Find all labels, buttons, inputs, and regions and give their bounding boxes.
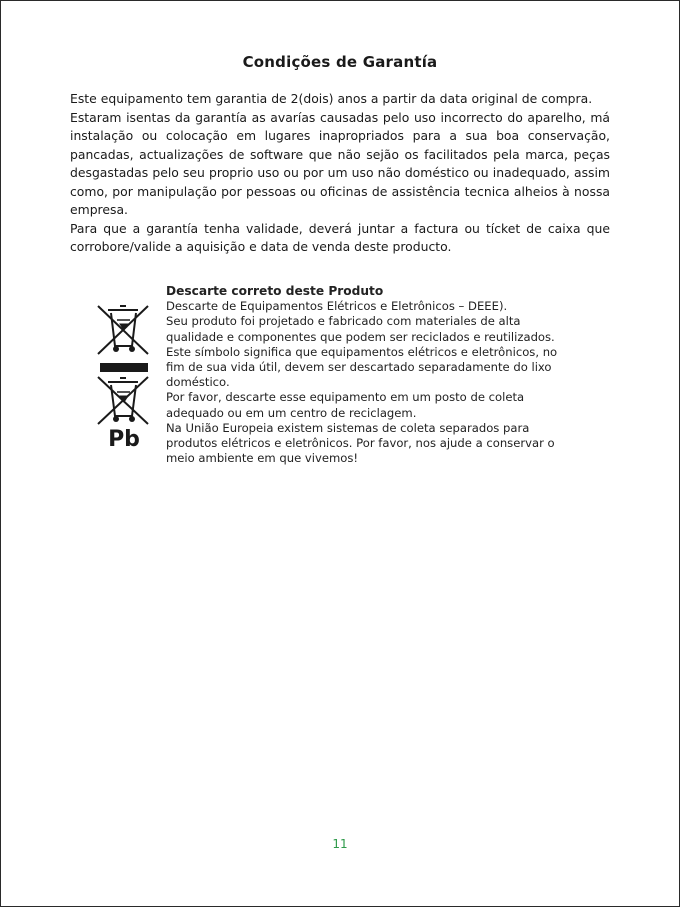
warranty-paragraph-3: Para que a garantía tenha validade, deverá juntar a factura ou tícket de caixa que corrobore/valide a aquisição e data de venda deste producto. (70, 220, 610, 254)
disposal-heading: Descarte correto deste Produto (166, 284, 384, 298)
disposal-line-3: qualidade e componentes que podem ser reciclados e reutilizados. (166, 329, 555, 344)
disposal-line-7: Por favor, descarte esse equipamento em um posto de coleta (166, 390, 525, 405)
disposal-line-4: Este símbolo significa que equipamentos elétricos e eletrônicos, no (166, 344, 558, 359)
page-title: Condições de Garantía (242, 53, 438, 71)
disposal-text (166, 284, 606, 466)
crossed-bin-pb-icon (98, 377, 148, 424)
disposal-line-11: meio ambiente em que vivemos! (166, 451, 359, 466)
weee-symbols (94, 300, 154, 450)
warranty-paragraph-1: Este equipamento tem garantia de 2(dois) anos a partir da data original de compra. (70, 91, 593, 106)
disposal-line-9: Na União Europeia existem sistemas de coleta separados para (166, 420, 530, 435)
separator-bar (100, 363, 148, 372)
disposal-line-1: Descarte de Equipamentos Elétricos e Eletrônicos – DEEE). (166, 299, 508, 314)
disposal-line-10: produtos elétricos e eletrônicos. Por favor, nos ajude a conservar o (166, 436, 555, 451)
warranty-text (70, 90, 610, 257)
disposal-line-8: adequado ou em um centro de reciclagem. (166, 405, 417, 420)
disposal-line-5: fim de sua vida útil, devem ser descartado separadamente do lixo (166, 360, 552, 375)
pb-label: Pb (108, 427, 140, 450)
disposal-line-2: Seu produto foi projetado e fabricado com materiales de alta (166, 314, 521, 329)
warranty-paragraph-2: Estaram isentas da garantía as avarías causadas pelo uso incorrecto do aparelho, má instalação ou colocação em lugares inapropriados para a sua boa conservação, pancadas, actualizações de software que não sejão os facilitados pela marca, peças desgastadas pelo seu proprio uso ou por um uso não doméstico ou inadequado, assim como, por manipulação por pessoas ou oficinas de assistência tecnica alheios à nossa empresa. (70, 109, 610, 217)
page-number: 11 (332, 837, 348, 851)
crossed-bin-icon (98, 306, 148, 354)
disposal-line-6: doméstico. (166, 375, 230, 390)
